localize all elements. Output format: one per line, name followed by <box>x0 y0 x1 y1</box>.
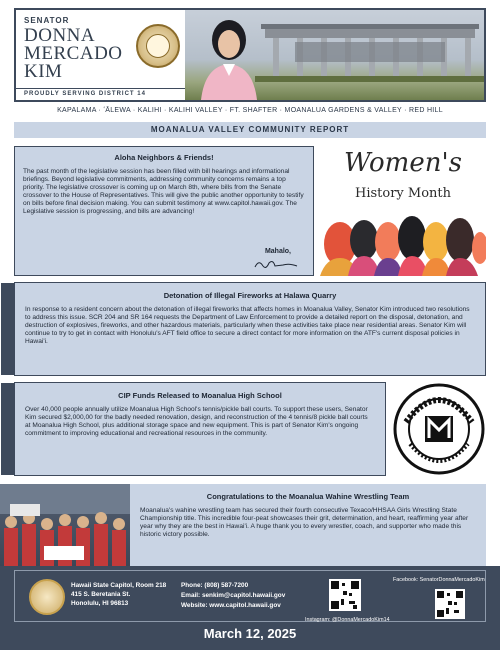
address-line1: Hawaii State Capitol, Room 218 <box>71 582 167 589</box>
aloha-message-box <box>14 146 314 276</box>
cip-body: Over 40,000 people annually utilize Moanalua High School's tennis/pickle ball courts. To support these users, Senator Kim secured $2,000,00 for the badly needed renovation, design, and reconstruction of the 4 tennis/8 pickle ball courts at Moanalua High School, plus additional storage space and new equipment. This is part of Senator Kim's ongoing commitment to improving educational and recreational resources in the community. <box>25 406 368 437</box>
contact-panel <box>14 570 486 622</box>
address-line2: 415 S. Beretania St. <box>71 591 131 598</box>
fireworks-title: Detonation of Illegal Fireworks at Halawa Quarry <box>163 291 337 300</box>
whm-title-line1: Women's <box>344 148 462 178</box>
aloha-title: Aloha Neighbors & Friends! <box>114 153 214 162</box>
wrestling-title: Congratulations to the Moanalua Wahine Wrestling Team <box>206 492 410 501</box>
womens-history-month-graphic <box>320 146 486 276</box>
district-tagline: PROUDLY SERVING DISTRICT 14 <box>16 88 186 100</box>
instagram-handle[interactable]: Instagram: @DonnaMercadoKim14 <box>305 617 390 623</box>
senator-label: SENATOR <box>24 16 70 25</box>
senator-portrait <box>197 14 261 100</box>
contact-info <box>181 581 285 611</box>
fireworks-article <box>14 282 486 376</box>
cip-funds-article <box>14 382 386 476</box>
header-name-panel <box>16 10 185 100</box>
senator-name <box>24 27 134 81</box>
email-address[interactable]: Email: senkim@capitol.hawaii.gov <box>181 592 286 599</box>
report-title-bar: MOANALUA VALLEY COMMUNITY REPORT <box>14 122 486 138</box>
wrestling-article <box>130 484 486 566</box>
senator-name-line2: MERCADO <box>24 43 123 64</box>
footer <box>0 566 500 650</box>
qr-code-icon[interactable] <box>329 579 361 611</box>
facebook-qr-code-icon[interactable] <box>435 589 465 619</box>
senator-name-line3: KIM <box>24 61 63 82</box>
capitol-photo <box>185 10 484 100</box>
facebook-handle[interactable]: Facebook: SenatorDonnaMercadoKim <box>393 577 485 583</box>
phone-number: Phone: (808) 587-7200 <box>181 582 249 589</box>
wrestling-body: Moanalua's wahine wrestling team has secured their fourth consecutive Texaco/HHSAA Girls Wrestling State Championship title. This incredible four-peat showcases their grit, determination, and heart, reaffirming year after year why they are the best in Hawai'i. A huge thank you to every wrestler, coach, and supporter who made this historic victory possible. <box>140 507 469 538</box>
whm-title-line2: History Month <box>354 186 451 201</box>
website-link[interactable]: Website: www.capitol.hawaii.gov <box>181 602 281 609</box>
fireworks-body: In response to a resident concern about the detonation of illegal fireworks that affects homes in Moanalua Valley, Senator Kim introduced two resolutions to address this issue. SCR 204 and SR 164 requests the Department of Law Enforcement to provide a detailed report on the disposal, detonation, and destruction of explosives, fireworks, and other hazardous materials, particularly when these activities take place near residential areas. Senator Kim will continue to try to get in contact with Honolulu's AFT field office to secure a direct contact for more information on the ATF's current disposal policies in Hawai'i. <box>25 306 470 345</box>
office-address <box>71 581 166 608</box>
moanalua-high-school-logo <box>392 382 486 476</box>
team-group-image <box>0 484 130 566</box>
aloha-body: The past month of the legislative session has been filled with bill hearings and informational briefings. Beyond legislative commitments, addressing community concerns remains a top priority. The legislative crossover is coming up on March 8th, where bills from the Senate crossover to the House of Representatives. This will give the public another opportunity to testify on bills before final decision making. You can submit testimony at www.capitol.hawaii.gov. The Legislative session is progressing, and bills are advancing! <box>23 168 304 215</box>
signature-image <box>253 257 299 271</box>
address-line3: Honolulu, HI 96813 <box>71 600 129 607</box>
wrestling-team-photo <box>0 484 130 566</box>
capitol-building-image <box>255 24 484 82</box>
aloha-closing: Mahalo, <box>264 248 291 255</box>
cip-title: CIP Funds Released to Moanalua High School <box>118 391 282 400</box>
district-list: KAPALAMA · ʻĀLEWA · KALIHI · KALIHI VALLEY · FT. SHAFTER · MOANALUA GARDENS & VALLEY · RED HILL <box>57 107 443 114</box>
state-seal-logo <box>136 24 180 68</box>
header-banner <box>14 8 486 102</box>
senator-name-line1: DONNA <box>24 25 96 46</box>
report-date: March 12, 2025 <box>203 626 297 641</box>
women-silhouettes-illustration <box>320 206 486 276</box>
footer-state-seal-logo <box>29 579 65 615</box>
